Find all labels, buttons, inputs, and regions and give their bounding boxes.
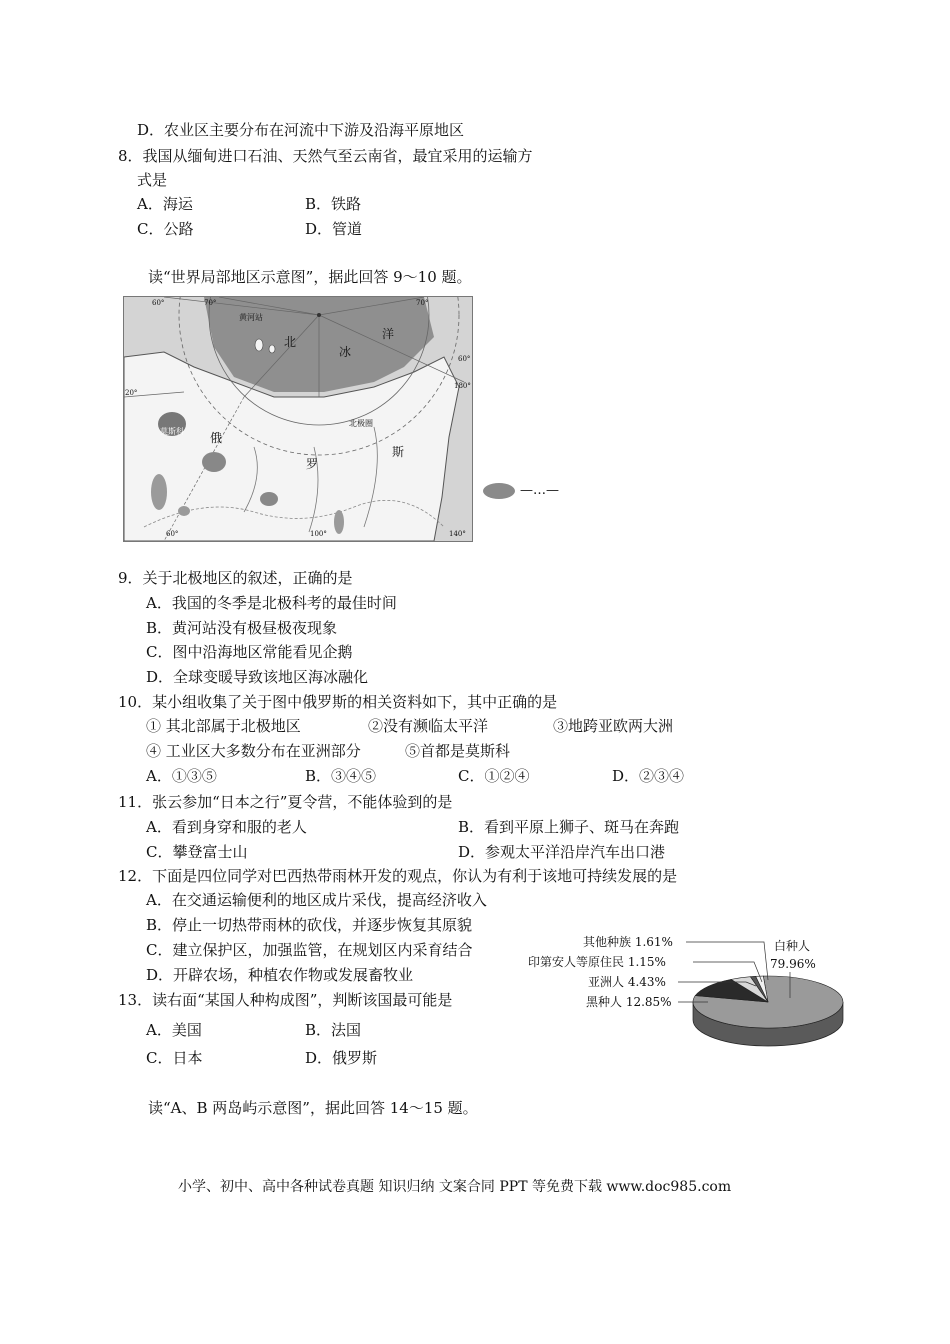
leader-line-other [686, 942, 768, 980]
intro-14-15: 读“A、B 两岛屿示意图”，据此回答 14～15 题。 [148, 1099, 478, 1117]
pie-label-white: 白种人 [774, 939, 811, 953]
q13-stem: 13．读右面“某国人种构成图”，判断该国最可能是 [118, 991, 453, 1009]
q8-option-a: A．海运 [137, 195, 193, 213]
map-label-lon70: 70° [204, 299, 217, 307]
q11-option-b: B．看到平原上狮子、斑马在奔跑 [458, 818, 680, 836]
q9-stem: 9．关于北极地区的叙述，正确的是 [118, 569, 353, 587]
map-label-lat60: 60° [458, 355, 471, 363]
map-label-lon100: 100° [310, 530, 327, 538]
q11-option-c: C．攀登富士山 [146, 843, 248, 861]
map-label-lon70b: 70° [416, 299, 429, 307]
q9-option-d: D．全球变暖导致该地区海冰融化 [146, 668, 369, 686]
q9-option-c: C．图中沿海地区常能看见企鹅 [146, 643, 353, 661]
map-label-huanghe: 黄河站 [239, 313, 263, 322]
intro-9-10: 读“世界局部地区示意图”，据此回答 9～10 题。 [148, 268, 472, 286]
q9-option-a: A．我国的冬季是北极科考的最佳时间 [146, 594, 397, 612]
pie-label-white-pct: 79.96% [770, 957, 816, 971]
world-region-map [123, 296, 473, 542]
map-label-arctic-circle: 北极圈 [349, 419, 373, 428]
population-pie-chart [528, 930, 858, 1050]
map-label-lon180: 180° [454, 382, 471, 390]
pie-label-other: 其他种族 1.61% [583, 935, 673, 949]
pie-label-black: 黑种人 12.85% [586, 995, 672, 1009]
q11-stem: 11．张云参加“日本之行”夏令营，不能体验到的是 [118, 793, 453, 811]
q12-option-c: C．建立保护区，加强监管，在规划区内采育结合 [146, 941, 473, 959]
map-graphic [124, 297, 472, 541]
q12-option-d: D．开辟农场，种植农作物或发展畜牧业 [146, 966, 414, 984]
map-label-moscow: 莫斯科 [160, 427, 184, 436]
pie-slices [693, 976, 843, 1046]
q10-item-4: ④ 工业区大多数分布在亚洲部分 [146, 742, 361, 760]
q10-item-3: ③地跨亚欧两大洲 [553, 717, 674, 735]
q13-option-a: A．美国 [146, 1021, 202, 1039]
pie-label-asian: 亚洲人 4.43% [588, 975, 666, 989]
q10-stem: 10．某小组收集了关于图中俄罗斯的相关资料如下，其中正确的是 [118, 693, 558, 711]
map-legend-hatched-icon [483, 483, 515, 499]
q9-option-b: B．黄河站没有极昼极夜现象 [146, 619, 338, 637]
q8-stem: 8．我国从缅甸进口石油、天然气至云南省，最宜采用的运输方 [118, 147, 533, 165]
q7-option-d: D．农业区主要分布在河流中下游及沿海平原地区 [137, 121, 465, 139]
q11-option-d: D．参观太平洋沿岸汽车出口港 [458, 843, 666, 861]
q10-option-c: C．①②④ [458, 767, 530, 785]
q8-option-b: B．铁路 [305, 195, 362, 213]
q13-option-b: B．法国 [305, 1021, 362, 1039]
q12-option-b: B．停止一切热带雨林的砍伐，并逐步恢复其原貌 [146, 916, 473, 934]
q12-stem: 12．下面是四位同学对巴西热带雨林开发的观点，你认为有利于该地可持续发展的是 [118, 867, 678, 885]
q10-option-a: A．①③⑤ [146, 767, 217, 785]
map-label-bing: 冰 [339, 345, 352, 359]
q8-option-c: C．公路 [137, 220, 194, 238]
q8-stem-cont: 式是 [137, 171, 168, 189]
map-label-lon60a: 60° [152, 299, 165, 307]
q13-option-c: C．日本 [146, 1049, 203, 1067]
map-label-bei: 北 [284, 335, 297, 349]
q11-option-a: A．看到身穿和服的老人 [146, 818, 307, 836]
pie-label-native: 印第安人等原住民 1.15% [528, 955, 666, 969]
q8-option-d: D．管道 [305, 220, 363, 238]
map-label-lon140: 140° [449, 530, 466, 538]
page-footer: 小学、初中、高中各种试卷真题 知识归纳 文案合同 PPT 等免费下载 www.doc985.com [178, 1179, 732, 1195]
q13-option-d: D．俄罗斯 [305, 1049, 378, 1067]
map-label-e: 俄 [210, 431, 223, 445]
map-label-lat20: 20° [125, 389, 138, 397]
q10-item-1: ① 其北部属于北极地区 [146, 717, 301, 735]
map-label-si: 斯 [392, 445, 405, 459]
map-label-lon60b: 60° [166, 530, 179, 538]
q10-item-2: ②没有濒临太平洋 [368, 717, 489, 735]
q10-item-5: ⑤首都是莫斯科 [405, 742, 511, 760]
map-legend-text: —…— [520, 483, 559, 498]
map-label-luo: 罗 [306, 457, 319, 471]
q10-option-b: B．③④⑤ [305, 767, 377, 785]
q12-option-a: A．在交通运输便利的地区成片采伐，提高经济收入 [146, 891, 487, 909]
q10-option-d: D．②③④ [612, 767, 685, 785]
map-label-yang: 洋 [382, 327, 395, 341]
